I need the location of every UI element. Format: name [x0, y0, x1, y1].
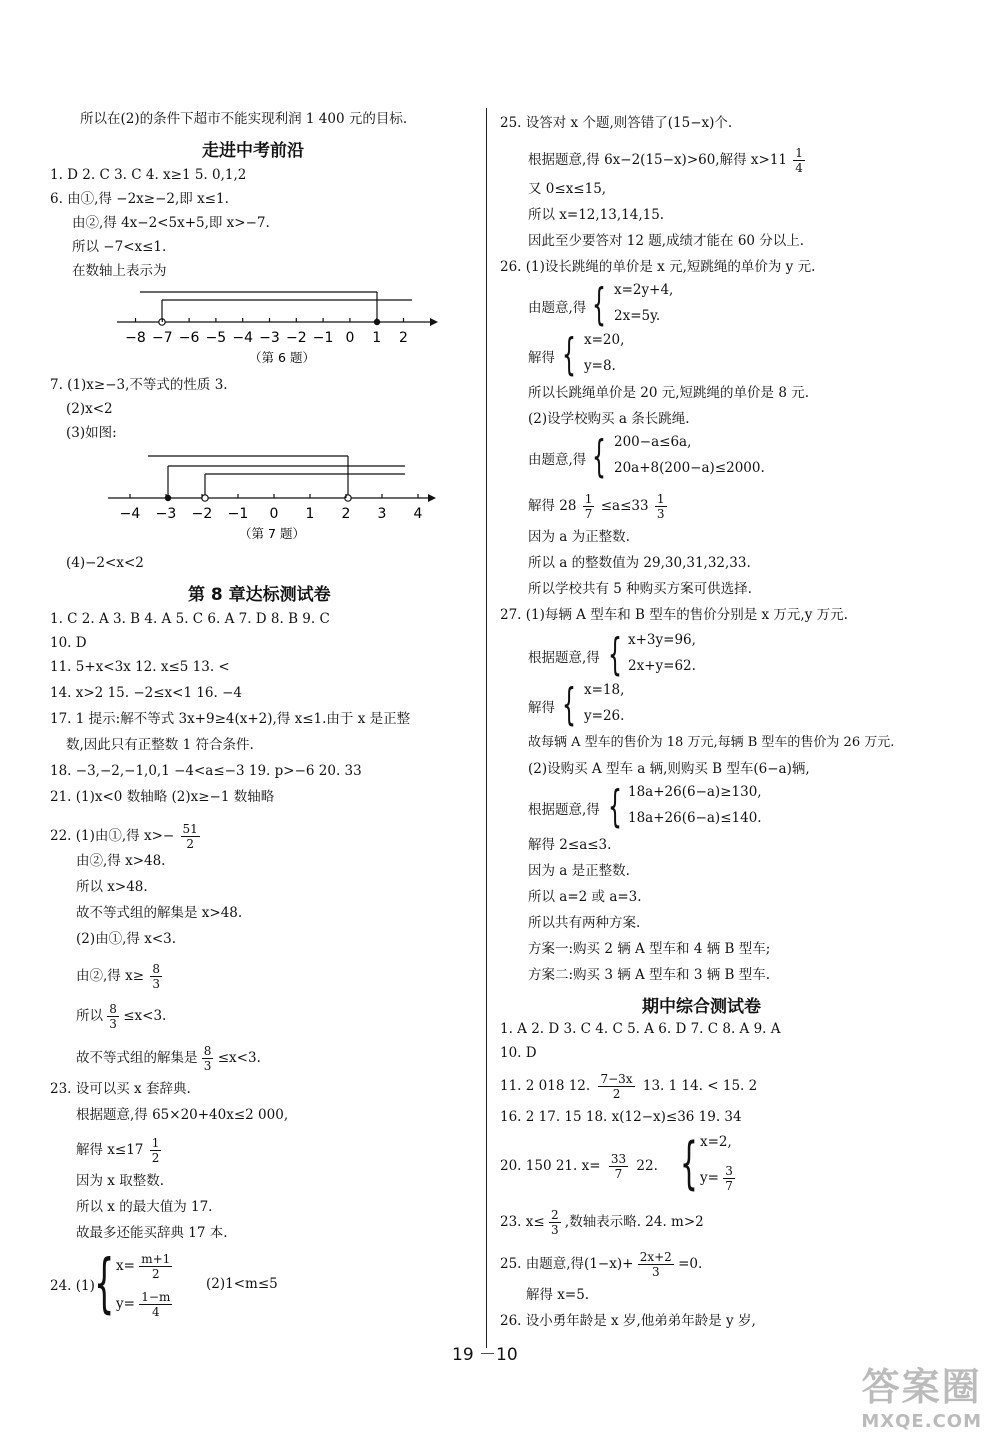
fraction: $\frac{7-3x}{2}$: [600, 1072, 633, 1101]
answer-line: 因此至少要答对 12 题,成绩才能在 60 分以上.: [528, 233, 805, 249]
answer-line: 又 0≤x≤15,: [528, 181, 607, 197]
answer-line: 27. (1)每辆 A 型车和 B 型车的售价分别是 x 万元,y 万元.: [500, 607, 848, 623]
answer-line: 故最多还能买辞典 17 本.: [76, 1225, 228, 1241]
answer-line-q22-8: 故不等式组的解集是 $\frac{8}{3}$ ≤x<3.: [76, 1044, 261, 1073]
intro-line: 所以在(2)的条件下超市不能实现利润 1 400 元的目标.: [80, 111, 408, 127]
tick-label: 0: [269, 506, 279, 522]
answer-q24: 24. (1) { x= $\frac{m+1}{2}$ y= $\frac{1-m}{4}$ (2)1<m≤5: [50, 1250, 350, 1324]
answer-line: 根据题意,得 65×20+40x≤2 000,: [76, 1107, 289, 1123]
answer-line: 1. D 2. C 3. C 4. x≥1 5. 0,1,2: [50, 167, 247, 183]
tick-label: −7: [151, 330, 173, 346]
system-row: y= $\frac{3}{7}$: [700, 1164, 733, 1193]
answer-line-q22-1: 22. (1)由①,得 x>− $\frac{51}{2}$: [50, 822, 198, 851]
answer-line-d23: 23. x≤ $\frac{2}{3}$ ,数轴表示略. 24. m>2: [500, 1208, 704, 1237]
left-brace: {: [592, 431, 606, 482]
system-q27-3: 根据题意,得 { 18a+26(6−a)≥130, 18a+26(6−a)≤140.: [528, 781, 762, 832]
answer-line: 由②,得 x>48.: [76, 853, 166, 869]
answer-line: 所以 x=12,13,14,15.: [528, 207, 665, 223]
tick-label: −3: [259, 330, 280, 346]
system-q26-3: 由题意,得 { 200−a≤6a, 20a+8(200−a)≤2000.: [528, 431, 765, 482]
fraction: $\frac{8}{3}$: [152, 962, 160, 991]
answer-line: 所以学校共有 5 种购买方案可供选择.: [528, 581, 752, 597]
tick-label: −2: [191, 506, 213, 522]
watermark-text: 答案圈: [861, 1365, 982, 1409]
page-number: 19 －10: [452, 1345, 518, 1365]
left-brace: {: [608, 781, 622, 832]
number-line-q7: [100, 446, 440, 542]
answer-line: (3)如图:: [66, 425, 117, 441]
left-brace: {: [562, 329, 576, 380]
answer-line: 解得 x=5.: [526, 1287, 590, 1303]
answer-line-q22-6: 由②,得 x≥ $\frac{8}{3}$: [76, 962, 160, 991]
answer-line: 在数轴上表示为: [72, 263, 167, 279]
fraction: $\frac{m+1}{2}$: [141, 1252, 171, 1281]
answer-line: 1. C 2. A 3. B 4. A 5. C 6. A 7. D 8. B 9. C: [50, 611, 330, 627]
tick-label: 3: [377, 506, 387, 522]
answer-line: 因为 a 是正整数.: [528, 863, 630, 879]
answer-line: 26. (1)设长跳绳的单价是 x 元,短跳绳的单价为 y 元.: [500, 259, 816, 275]
fraction: $\frac{33}{7}$: [610, 1152, 627, 1181]
answer-line: 7. (1)x≥−3,不等式的性质 3.: [50, 377, 228, 393]
answer-line: 故不等式组的解集是 x>48.: [76, 905, 243, 921]
system-q27-2: 解得 { x=18, y=26.: [528, 679, 625, 730]
tick-label: 1: [372, 330, 382, 346]
answer-line: 10. D: [500, 1045, 537, 1061]
tick-label: −8: [125, 330, 146, 346]
answer-line: 所以 a 的整数值为 29,30,31,32,33.: [528, 555, 751, 571]
system-q27-1: 根据题意,得 { x+3y=96, 2x+y=62.: [528, 629, 696, 680]
tick-label: 2: [399, 330, 408, 346]
tick-label: −4: [232, 330, 254, 346]
answer-line-d11: 11. 2 018 12. $\frac{7-3x}{2}$ 13. 1 14. < 15. 2: [500, 1072, 758, 1101]
left-brace: {: [680, 1131, 698, 1196]
answer-line: 17. 1 提示:解不等式 3x+9≥4(x+2),得 x≤1.由于 x 是正整: [50, 711, 411, 727]
answer-line: 因为 x 取整数.: [76, 1173, 164, 1189]
number-line-q6: [112, 284, 442, 368]
tick-label: −2: [285, 330, 307, 346]
system-row: y= $\frac{1-m}{4}$: [116, 1290, 171, 1319]
answer-line: 方案二:购买 3 辆 A 型车和 3 辆 B 型车.: [528, 967, 771, 983]
answer-line: 所以 x 的最大值为 17.: [76, 1199, 213, 1215]
answer-d20: 20. 150 21. x= $\frac{33}{7}$ 22. { x=2, y= $\frac{3}{7}$: [500, 1131, 733, 1196]
section-heading-midterm: 期中综合测试卷: [642, 997, 761, 1017]
answer-line: 所以 a=2 或 a=3.: [528, 889, 642, 905]
system-q26-2: 解得 { x=20, y=8.: [528, 329, 625, 380]
answer-line: 6. 由①,得 −2x≥−2,即 x≤1.: [50, 191, 229, 207]
tick-label: 1: [305, 506, 315, 522]
column-divider: [486, 108, 487, 1348]
tick-label: 4: [413, 506, 423, 522]
answer-line: (2)设学校购买 a 条长跳绳.: [528, 411, 690, 427]
answer-line: 所以长跳绳单价是 20 元,短跳绳的单价是 8 元.: [528, 385, 810, 401]
answer-line: (2)由①,得 x<3.: [76, 931, 177, 947]
fraction: $\frac{3}{7}$: [725, 1164, 733, 1193]
answer-line: 26. 设小勇年龄是 x 岁,他弟弟年龄是 y 岁,: [500, 1313, 756, 1329]
watermark-url: MXQE.COM: [861, 1411, 982, 1432]
tick-label: 0: [345, 330, 355, 346]
answer-line: 所以共有两种方案.: [528, 915, 641, 931]
tick-label: 2: [341, 506, 351, 522]
tick-label: −1: [227, 506, 249, 522]
tick-label: −1: [312, 330, 334, 346]
answer-line: 11. 5+x<3x 12. x≤5 13. <: [50, 659, 230, 675]
fraction: $\frac{2}{3}$: [550, 1208, 559, 1237]
answer-line: 1. A 2. D 3. C 4. C 5. A 6. D 7. C 8. A 9. A: [500, 1021, 781, 1037]
left-brace: {: [562, 679, 576, 730]
left-brace: {: [94, 1247, 115, 1321]
fraction: $\frac{1}{3}$: [656, 492, 665, 521]
answer-line: 18. −3,−2,−1,0,1 −4<a≤−3 19. p>−6 20. 33: [50, 763, 362, 779]
watermark: [861, 1356, 982, 1432]
fraction: $\frac{1}{7}$: [584, 492, 593, 521]
fraction: $\frac{51}{2}$: [182, 822, 198, 851]
answer-line: 数,因此只有正整数 1 符合条件.: [66, 737, 254, 753]
answer-line: 25. 设答对 x 个题,则答错了(15−x)个.: [500, 115, 733, 131]
answer-line-q22-7: 所以 $\frac{8}{3}$ ≤x<3.: [76, 1002, 167, 1031]
fraction: $\frac{1-m}{4}$: [141, 1290, 171, 1319]
answer-line: 16. 2 17. 15 18. x(12−x)≤36 19. 34: [500, 1109, 742, 1125]
figure-caption-q6: （第 6 题）: [249, 350, 315, 365]
left-brace: {: [592, 279, 606, 330]
answer-line: 23. 设可以买 x 套辞典.: [50, 1081, 191, 1097]
tick-label: −5: [205, 330, 227, 346]
answer-line-d20: 20. 150 21. x= $\frac{33}{7}$ 22.: [500, 1152, 658, 1181]
answer-line: 因为 a 为正整数.: [528, 529, 630, 545]
answer-line: 所以 −7<x≤1.: [72, 239, 167, 255]
answer-line: 10. D: [50, 635, 87, 651]
answer-line: 21. (1)x<0 数轴略 (2)x≥−1 数轴略: [50, 789, 275, 805]
answer-line: 方案一:购买 2 辆 A 型车和 4 辆 B 型车;: [528, 941, 771, 957]
answer-line-q26-7: 解得 28 $\frac{1}{7}$ ≤a≤33 $\frac{1}{3}$: [528, 492, 665, 521]
tick-label: −6: [178, 330, 200, 346]
tick-label: −3: [155, 506, 177, 522]
answer-line-q25-2: 根据题意,得 6x−2(15−x)>60,解得 x>11 $\frac{1}{4}$: [528, 146, 803, 175]
left-brace: {: [608, 629, 622, 680]
answer-line-d25: 25. 由题意,得(1−x)+ $\frac{2x+2}{3}$ =0.: [500, 1250, 703, 1279]
answer-line: (2)x<2: [66, 401, 113, 417]
system-q26-1: 由题意,得 { x=2y+4, 2x=5y.: [528, 279, 674, 330]
answer-line: 14. x>2 15. −2≤x<1 16. −4: [50, 685, 243, 701]
tick-label: −4: [119, 506, 141, 522]
fraction: $\frac{1}{2}$: [151, 1136, 160, 1165]
system-row: x= $\frac{m+1}{2}$: [116, 1252, 171, 1281]
answer-line-q23-3: 解得 x≤17 $\frac{1}{2}$: [76, 1136, 160, 1165]
answer-line: 解得 2≤a≤3.: [528, 837, 612, 853]
answer-line: 由②,得 4x−2<5x+5,即 x>−7.: [72, 215, 270, 231]
section-heading-ch8: 第 8 章达标测试卷: [188, 585, 331, 605]
section-heading-zhongkao: 走进中考前沿: [202, 141, 304, 161]
fraction: $\frac{1}{4}$: [795, 146, 803, 175]
fraction: $\frac{8}{3}$: [109, 1002, 117, 1031]
answer-line: 所以 x>48.: [76, 879, 148, 895]
answer-line: 故每辆 A 型车的售价为 18 万元,每辆 B 型车的售价为 26 万元.: [528, 735, 895, 750]
answer-line: (2)设购买 A 型车 a 辆,则购买 B 型车(6−a)辆,: [528, 761, 810, 777]
fraction: $\frac{8}{3}$: [203, 1044, 212, 1073]
fraction: $\frac{2x+2}{3}$: [639, 1250, 672, 1279]
figure-caption-q7: （第 7 题）: [239, 526, 305, 541]
answer-line: (4)−2<x<2: [66, 555, 144, 571]
